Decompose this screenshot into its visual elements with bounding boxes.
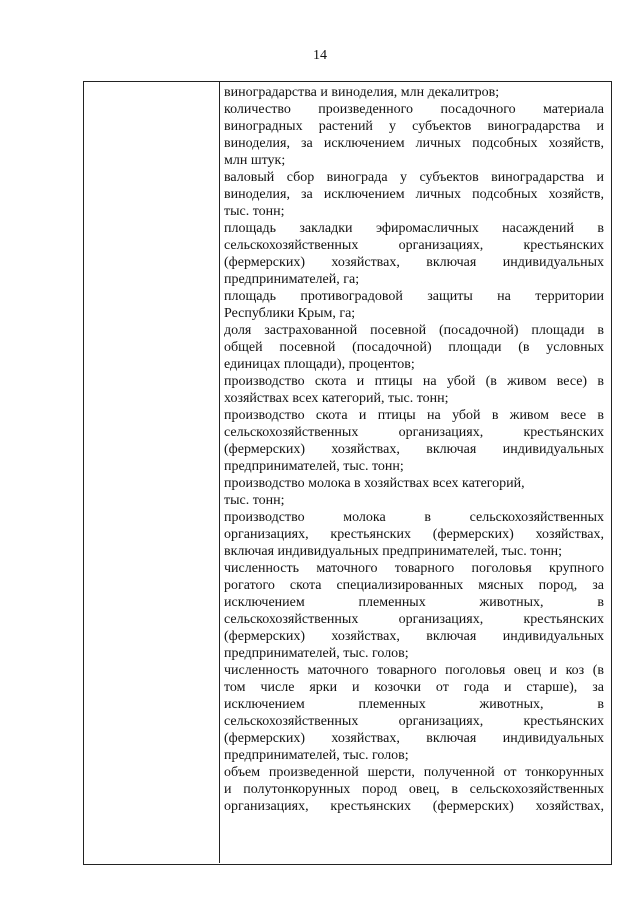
- text-line: количество произведенного посадочного материала: [224, 102, 604, 117]
- table-cell-text: [224, 84, 604, 815]
- text-line: виноградных растений у субъектов виноградарства и: [224, 119, 604, 134]
- text-line: предпринимателей, тыс. тонн;: [224, 459, 404, 474]
- text-line: единицах площади), процентов;: [224, 357, 415, 372]
- text-line: производство молока в хозяйствах всех категорий,: [224, 476, 525, 491]
- text-line: организациях, крестьянских (фермерских) хозяйствах,: [224, 527, 604, 542]
- text-line: площадь противоградовой защиты на территории: [224, 289, 604, 304]
- text-line: общей посевной (посадочной) площади (в условных: [224, 340, 604, 355]
- text-line: предпринимателей, га;: [224, 272, 360, 287]
- text-line: производство молока в сельскохозяйственных: [224, 510, 604, 525]
- text-line: (фермерских) хозяйствах, включая индивидуальных: [224, 442, 604, 457]
- text-line: Республики Крым, га;: [224, 306, 356, 321]
- text-line: виноделия, за исключением личных подсобных хозяйств,: [224, 136, 604, 151]
- text-line: рогатого скота специализированных мясных пород, за: [224, 578, 604, 593]
- text-line: виноградарства и виноделия, млн декалитров;: [224, 85, 500, 100]
- text-line: тыс. тонн;: [224, 493, 285, 508]
- text-line: валовый сбор винограда у субъектов виноградарства и: [224, 170, 604, 185]
- text-line: (фермерских) хозяйствах, включая индивидуальных: [224, 255, 604, 270]
- text-line: сельскохозяйственных организациях, крестьянских: [224, 238, 604, 253]
- text-line: предпринимателей, тыс. голов;: [224, 748, 409, 763]
- table-column-divider: [219, 81, 220, 863]
- text-line: исключением племенных животных, в: [224, 697, 604, 712]
- text-line: включая индивидуальных предпринимателей, тыс. тонн;: [224, 544, 563, 559]
- text-line: млн штук;: [224, 153, 286, 168]
- text-line: организациях, крестьянских (фермерских) хозяйствах,: [224, 799, 604, 814]
- text-line: сельскохозяйственных организациях, крестьянских: [224, 425, 604, 440]
- text-line: и полутонкорунных пород овец, в сельскохозяйственных: [224, 782, 604, 797]
- text-line: исключением племенных животных, в: [224, 595, 604, 610]
- page-number: 14: [313, 48, 327, 63]
- text-line: численность маточного товарного поголовья крупного: [224, 561, 604, 576]
- text-line: том числе ярки и козочки от года и старше), за: [224, 680, 604, 695]
- text-line: предпринимателей, тыс. голов;: [224, 646, 409, 661]
- text-line: доля застрахованной посевной (посадочной) площади в: [224, 323, 604, 338]
- text-line: производство скота и птицы на убой (в живом весе) в: [224, 374, 604, 389]
- text-line: площадь закладки эфиромасличных насаждений в: [224, 221, 604, 236]
- text-line: сельскохозяйственных организациях, крестьянских: [224, 714, 604, 729]
- text-line: численность маточного товарного поголовья овец и коз (в: [224, 663, 604, 678]
- text-line: объем произведенной шерсти, полученной от тонкорунных: [224, 765, 604, 780]
- text-line: производство скота и птицы на убой в живом весе в: [224, 408, 604, 423]
- text-line: хозяйствах всех категорий, тыс. тонн;: [224, 391, 449, 406]
- text-line: тыс. тонн;: [224, 204, 285, 219]
- text-line: (фермерских) хозяйствах, включая индивидуальных: [224, 731, 604, 746]
- text-line: виноделия, за исключением личных подсобных хозяйств,: [224, 187, 604, 202]
- text-line: (фермерских) хозяйствах, включая индивидуальных: [224, 629, 604, 644]
- text-line: сельскохозяйственных организациях, крестьянских: [224, 612, 604, 627]
